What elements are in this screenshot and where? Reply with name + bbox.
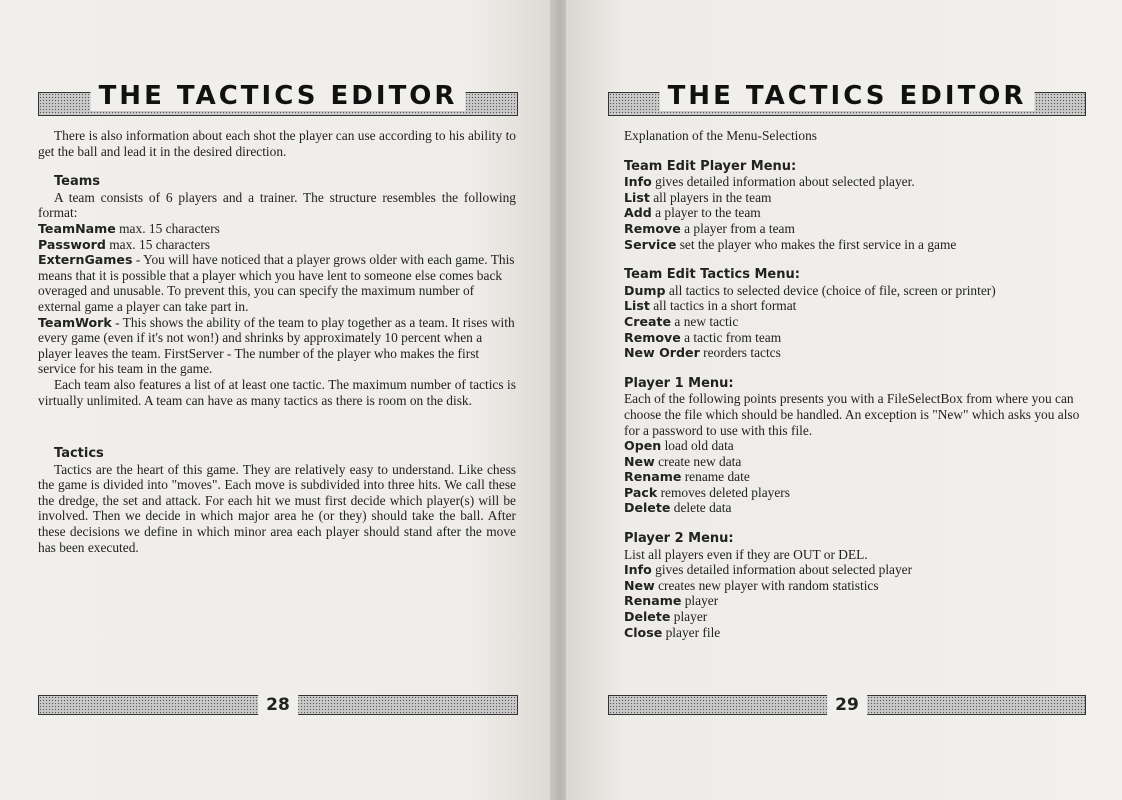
menu-desc: rename date	[681, 469, 750, 485]
teamwork-keyword: TeamWork	[38, 314, 112, 330]
menu-keyword: Info	[624, 174, 652, 190]
right-page-title: THE TACTICS EDITOR	[660, 81, 1035, 111]
right-page	[566, 0, 1122, 800]
menu-keyword: List	[624, 298, 650, 314]
password-keyword: Password	[38, 236, 106, 252]
externgames-keyword: ExternGames	[38, 252, 133, 268]
menu-desc: gives detailed information about selected player.	[651, 174, 915, 190]
menu-entry	[624, 237, 1086, 253]
menu-desc: player	[670, 609, 708, 625]
teamwork-paragraph	[38, 315, 516, 377]
menu-explanation-intro: Explanation of the Menu-Selections	[624, 128, 818, 143]
password-line	[38, 237, 516, 253]
menu-keyword: New Order	[624, 345, 700, 361]
tactics-paragraph: Tactics are the heart of this game. They are relatively easy to understand. Like chess the game is divided into "moves". Each move is subdivided into three hits. We call these the dredge, the set and attack. For each hit we must first decide which player(s) will be involved. Then we decide in which major area he (or they) should take the ball. After these decisions we define in which minor area each player should stand after the move has been executed.	[38, 461, 516, 555]
menu-entry	[624, 330, 1086, 346]
menu-desc: delete data	[670, 500, 732, 516]
left-page-title: THE TACTICS EDITOR	[91, 81, 466, 111]
menu-entry	[624, 500, 1086, 516]
menu-desc: a player to the team	[651, 205, 761, 221]
menu-entry	[624, 174, 1086, 190]
left-footer-bar	[38, 695, 518, 715]
menu-entry	[624, 438, 1086, 454]
player-2-menu-heading: Player 2 Menu:	[624, 531, 734, 547]
left-page-number: 28	[258, 695, 298, 715]
menu-desc: removes deleted players	[657, 484, 790, 500]
menu-entry	[624, 190, 1086, 206]
menu-keyword: Close	[624, 624, 663, 640]
team-edit-tactics-menu-heading: Team Edit Tactics Menu:	[624, 267, 800, 283]
menu-entry	[624, 221, 1086, 237]
teamname-keyword: TeamName	[38, 220, 116, 236]
menu-entry	[624, 469, 1086, 485]
player-1-menu-desc: Each of the following points presents you with a FileSelectBox from where you can choose the file which should be handled. An exception is "New" which asks you also for a password to use with this file.	[624, 391, 1080, 438]
menu-entry	[624, 593, 1086, 609]
menu-desc: a tactic from team	[680, 329, 782, 345]
menu-keyword: Add	[624, 205, 652, 221]
menu-keyword: Rename	[624, 593, 682, 609]
team-edit-player-menu-heading: Team Edit Player Menu:	[624, 158, 797, 174]
menu-keyword: Create	[624, 313, 672, 329]
menu-desc: player file	[662, 624, 721, 640]
intro-paragraph: There is also information about each shot the player can use according to his ability to get the ball and lead it in the desired direction.	[38, 128, 516, 159]
left-body	[38, 128, 516, 555]
menu-entry	[624, 298, 1086, 314]
menu-entry	[624, 578, 1086, 594]
menu-entry	[624, 609, 1086, 625]
menu-desc: all tactics in a short format	[649, 298, 797, 314]
player-1-menu-heading: Player 1 Menu:	[624, 375, 734, 391]
menu-entry	[624, 283, 1086, 299]
left-title-banner	[38, 81, 518, 116]
menu-keyword: Info	[624, 562, 652, 578]
menu-keyword: Remove	[624, 220, 681, 236]
menu-keyword: Dump	[624, 282, 666, 298]
menu-desc: a new tactic	[671, 313, 739, 329]
tactics-list-paragraph: Each team also features a list of at least one tactic. The maximum number of tactics is virtually unlimited. A team can have as many tactics as there is room on the disk.	[38, 376, 516, 408]
menu-desc: set the player who makes the first service in a game	[676, 236, 957, 252]
teams-intro: A team consists of 6 players and a trainer. The structure resembles the following format:	[38, 189, 516, 221]
menu-keyword: Remove	[624, 329, 681, 345]
right-page-number: 29	[827, 695, 867, 715]
tactics-heading: Tactics	[54, 446, 104, 462]
menu-keyword: Delete	[624, 609, 671, 625]
menu-desc: all players in the team	[649, 189, 772, 205]
menu-entry	[624, 625, 1086, 641]
menu-keyword: New	[624, 577, 655, 593]
menu-entry	[624, 314, 1086, 330]
menu-desc: all tactics to selected device (choice of file, screen or printer)	[665, 282, 996, 298]
externgames-desc: - You will have noticed that a player grows older with each game. This means that it is possible that a player which you have lent to someone else comes back overaged and unusable. To prevent this, you can specify the maximum number of external game a player can take part in.	[38, 252, 515, 314]
teams-heading: Teams	[54, 174, 101, 190]
menu-desc: reorders tactcs	[699, 345, 781, 361]
menu-entry	[624, 205, 1086, 221]
menu-keyword: Open	[624, 438, 662, 454]
menu-entry	[624, 454, 1086, 470]
menu-entry	[624, 485, 1086, 501]
menu-desc: gives detailed information about selected player	[651, 562, 913, 578]
menu-keyword: Pack	[624, 484, 658, 500]
right-body	[624, 128, 1086, 640]
right-title-banner	[608, 81, 1086, 116]
menu-keyword: Service	[624, 236, 677, 252]
menu-desc: a player from a team	[680, 220, 795, 236]
menu-desc: player	[681, 593, 719, 609]
teamwork-desc: - This shows the ability of the team to play together as a team. It rises with every game (even if it's not won!) and shrinks by approximately 10 percent when a player leaves the team. FirstServer - The number of the player who makes the first service for his team in the game.	[38, 314, 515, 377]
left-page	[0, 0, 556, 800]
externgames-paragraph	[38, 252, 516, 314]
menu-keyword: Delete	[624, 500, 671, 516]
right-footer-bar	[608, 695, 1086, 715]
password-desc: max. 15 characters	[105, 236, 211, 252]
menu-keyword: Rename	[624, 469, 682, 485]
menu-keyword: New	[624, 453, 655, 469]
menu-entry	[624, 345, 1086, 361]
menu-desc: create new data	[654, 453, 742, 469]
menu-entry	[624, 562, 1086, 578]
menu-desc: creates new player with random statistics	[654, 577, 879, 593]
player-2-menu-desc: List all players even if they are OUT or DEL.	[624, 546, 868, 562]
teamname-desc: max. 15 characters	[115, 220, 220, 236]
menu-desc: load old data	[661, 438, 734, 454]
menu-keyword: List	[624, 189, 650, 205]
teamname-line	[38, 221, 516, 237]
